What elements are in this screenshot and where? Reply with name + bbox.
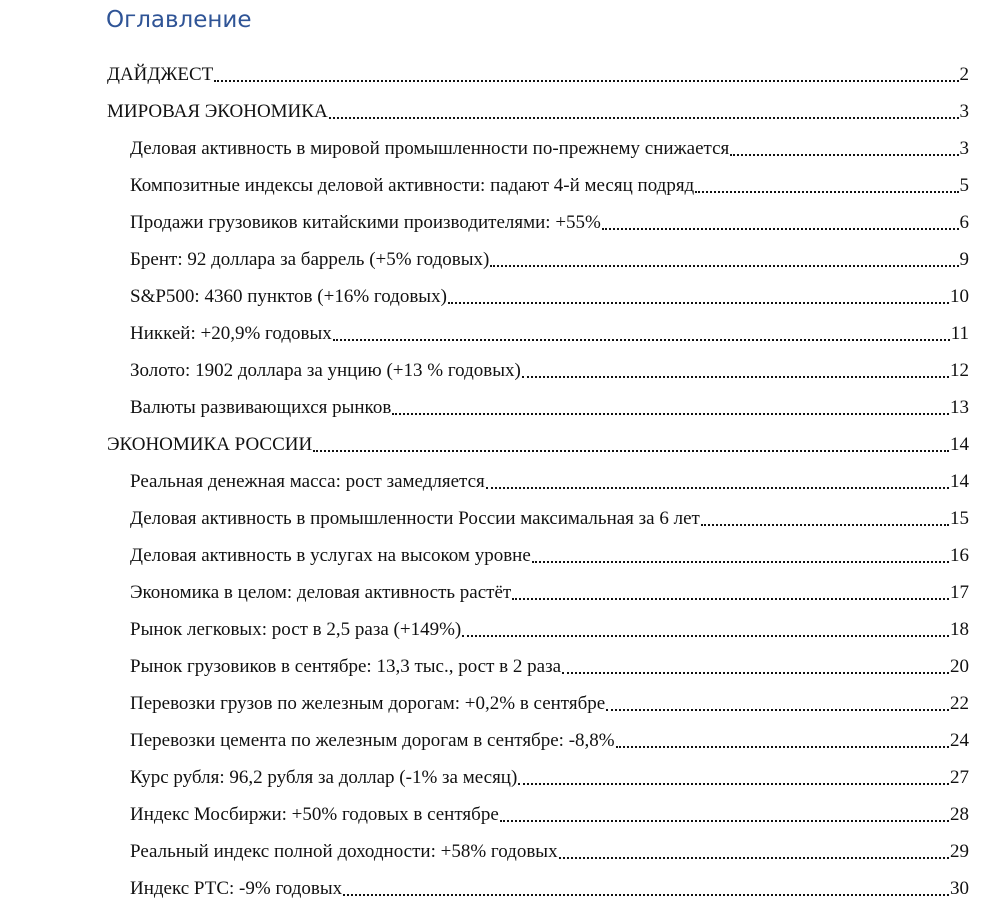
toc-leader-dots (562, 672, 949, 674)
toc-entry[interactable] (0, 124, 981, 161)
toc-leader-dots (512, 598, 949, 600)
toc-entry-page: 6 (959, 212, 969, 233)
toc-entry-text: Индекс РТС: -9% годовых (130, 878, 343, 899)
toc-entry-text: Экономика в целом: деловая активность растёт (130, 582, 512, 603)
toc-entry[interactable] (0, 531, 981, 568)
toc-leader-dots (602, 228, 959, 230)
toc-leader-dots (490, 265, 958, 267)
toc-entry-text: Реальная денежная масса: рост замедляется (130, 471, 485, 492)
toc-entry-text: Деловая активность в услугах на высоком уровне (130, 545, 531, 566)
toc-title: Оглавление (106, 7, 252, 33)
toc-entry-text: Продажи грузовиков китайскими производителями: +55% (130, 212, 601, 233)
toc-leader-dots (343, 894, 949, 896)
toc-entry-text: Композитные индексы деловой активности: падают 4-й месяц подряд (130, 175, 695, 196)
toc-leader-dots (616, 746, 949, 748)
toc-entry[interactable] (0, 716, 981, 753)
toc-entry-page: 13 (950, 397, 969, 418)
toc-entry-text: S&P500: 4360 пунктов (+16% годовых) (130, 286, 447, 307)
toc-entry-text: Деловая активность в промышленности России максимальная за 6 лет (130, 508, 700, 529)
toc-leader-dots (329, 117, 959, 119)
toc-leader-dots (701, 524, 949, 526)
toc-entry[interactable] (0, 272, 981, 309)
toc-entry-page: 14 (950, 471, 969, 492)
toc-entry-digest[interactable] (0, 50, 981, 87)
toc-entry[interactable] (0, 383, 981, 420)
toc-entry-page: 3 (959, 101, 969, 122)
toc-entry-text: Валюты развивающихся рынков (130, 397, 392, 418)
toc-entry[interactable] (0, 790, 981, 827)
toc-leader-dots (559, 857, 949, 859)
toc-entry-text: Деловая активность в мировой промышленности по-прежнему снижается (130, 138, 730, 159)
toc-entry[interactable] (0, 235, 981, 272)
toc-entry[interactable] (0, 679, 981, 716)
toc-entry-page: 15 (950, 508, 969, 529)
toc-leader-dots (532, 561, 949, 563)
toc-entry-page: 5 (959, 175, 969, 196)
toc-leader-dots (730, 154, 958, 156)
toc-leader-dots (518, 783, 949, 785)
toc-entry-text: Рынок легковых: рост в 2,5 раза (+149%) (130, 619, 462, 640)
toc-entry[interactable] (0, 309, 981, 346)
toc-entry[interactable] (0, 605, 981, 642)
toc-entry-page: 3 (959, 138, 969, 159)
toc-leader-dots (522, 376, 949, 378)
toc-entry[interactable] (0, 864, 981, 901)
toc-leader-dots (606, 709, 949, 711)
toc-entry-page: 18 (950, 619, 969, 640)
toc-entry[interactable] (0, 827, 981, 864)
toc-entry-page: 28 (950, 804, 969, 825)
toc-entry-page: 12 (950, 360, 969, 381)
toc-entry[interactable] (0, 753, 981, 790)
toc-list (0, 50, 981, 901)
toc-entry-page: 20 (950, 656, 969, 677)
toc-leader-dots (392, 413, 949, 415)
toc-entry-text: Никкей: +20,9% годовых (130, 323, 332, 344)
toc-entry-page: 29 (950, 841, 969, 862)
toc-entry-page: 24 (950, 730, 969, 751)
toc-entry-text: Индекс Мосбиржи: +50% годовых в сентябре (130, 804, 499, 825)
toc-entry-text: Брент: 92 доллара за баррель (+5% годовых) (130, 249, 490, 270)
toc-entry[interactable] (0, 494, 981, 531)
toc-entry-page: 14 (950, 434, 969, 455)
toc-entry-page: 30 (950, 878, 969, 899)
toc-leader-dots (486, 487, 949, 489)
toc-leader-dots (448, 302, 949, 304)
toc-entry-page: 9 (959, 249, 969, 270)
toc-entry-page: 10 (950, 286, 969, 307)
toc-leader-dots (214, 80, 958, 82)
toc-entry[interactable] (0, 457, 981, 494)
toc-entry-text: Перевозки грузов по железным дорогам: +0,2% в сентябре (130, 693, 606, 714)
toc-entry[interactable] (0, 568, 981, 605)
toc-leader-dots (500, 820, 949, 822)
toc-entry-world-economy[interactable] (0, 87, 981, 124)
toc-entry-text: ЭКОНОМИКА РОССИИ (107, 434, 313, 455)
toc-entry-page: 27 (950, 767, 969, 788)
toc-leader-dots (333, 339, 950, 341)
toc-entry-text: Рынок грузовиков в сентябре: 13,3 тыс., рост в 2 раза (130, 656, 562, 677)
toc-entry[interactable] (0, 161, 981, 198)
toc-entry-text: ДАЙДЖЕСТ (107, 64, 214, 85)
toc-entry-text: МИРОВАЯ ЭКОНОМИКА (107, 101, 328, 122)
toc-entry[interactable] (0, 642, 981, 679)
toc-entry-text: Золото: 1902 доллара за унцию (+13 % годовых) (130, 360, 521, 381)
toc-entry-text: Перевозки цемента по железным дорогам в сентябре: -8,8% (130, 730, 615, 751)
toc-leader-dots (695, 191, 958, 193)
toc-entry-text: Реальный индекс полной доходности: +58% годовых (130, 841, 558, 862)
toc-entry-russia-economy[interactable] (0, 420, 981, 457)
toc-entry-page: 22 (950, 693, 969, 714)
toc-entry-page: 11 (950, 323, 969, 344)
toc-entry[interactable] (0, 198, 981, 235)
toc-leader-dots (462, 635, 949, 637)
toc-entry-page: 16 (950, 545, 969, 566)
toc-entry-page: 2 (959, 64, 969, 85)
toc-entry-page: 17 (950, 582, 969, 603)
toc-entry-text: Курс рубля: 96,2 рубля за доллар (-1% за месяц) (130, 767, 518, 788)
toc-entry[interactable] (0, 346, 981, 383)
toc-leader-dots (313, 450, 949, 452)
